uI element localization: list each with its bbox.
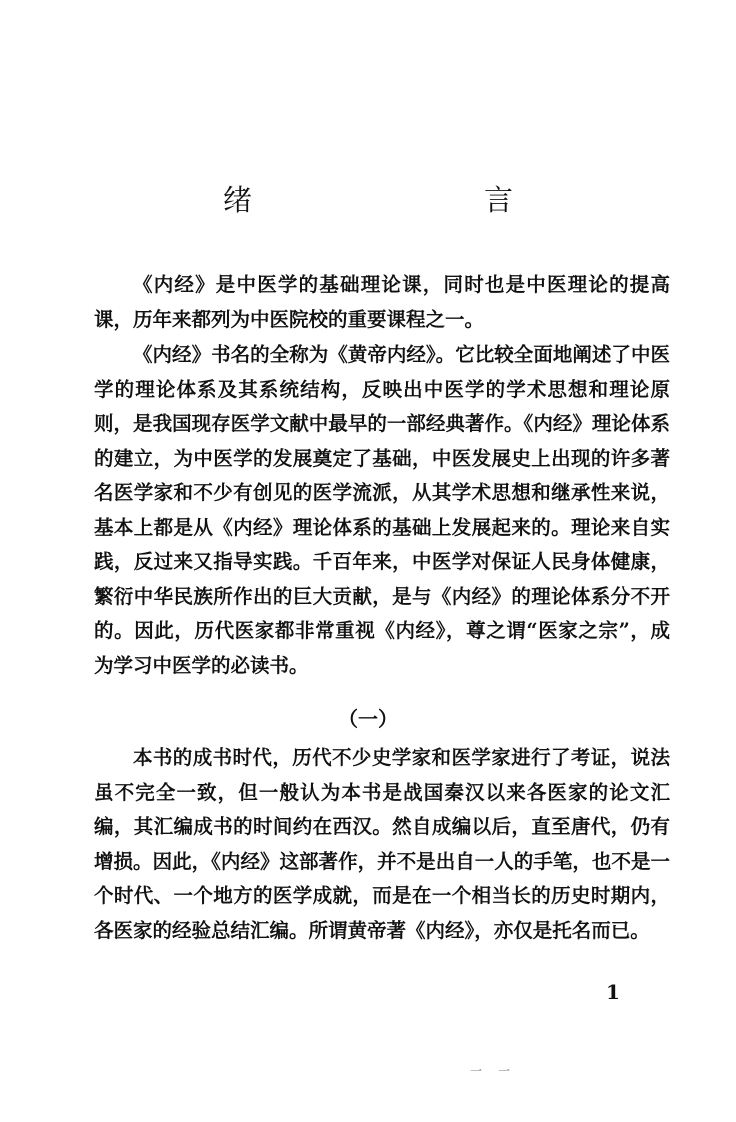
section-heading: （一） (338, 707, 398, 731)
intro-paragraph-1: 《内经》是中医学的基础理论课，同时也是中医理论的提高课，历年来都列为中医院校的重要课程之一。 (94, 273, 670, 331)
page-title: 绪 言 (222, 183, 571, 217)
section-paragraph-1: 本书的成书时代，历代不少史学家和医学家进行了考证，说法虽不完全一致，但一般认为本书是战国秦汉以来各医家的论文汇编，其汇编成书的时间约在西汉。然自成编以后，直至唐代，仍有增损。因此，《内经》这部著作，并不是出自一人的手笔，也不是一个时代、一个地方的医学成就，而是在一个相当长的历史时期内，各医家的经验总结汇编。所谓黄帝著《内经》，亦仅是托名而已。 (94, 746, 670, 942)
page-number: 1 (606, 980, 620, 1004)
scan-mark: 一 一 (470, 1064, 513, 1078)
intro-paragraph-2: 《内经》书名的全称为《黄帝内经》。它比较全面地阐述了中医学的理论体系及其系统结构，反映出中医学的学术思想和理论原则，是我国现存医学文献中最早的一部经典著作。《内经》理论体系的建立，为中医学的发展奠定了基础，中医发展史上出现的许多著名医学家和不少有创见的医学流派，从其学术思想和继承性来说，基本上都是从《内经》理论体系的基础上发展起来的。理论来自实践，反过来又指导实践。千百年来，中医学对保证人民身体健康，繁衍中华民族所作出的巨大贡献，是与《内经》的理论体系分不开的。因此，历代医家都非常重视《内经》，尊之谓“医家之宗”，成为学习中医学的必读书。 (94, 343, 670, 677)
